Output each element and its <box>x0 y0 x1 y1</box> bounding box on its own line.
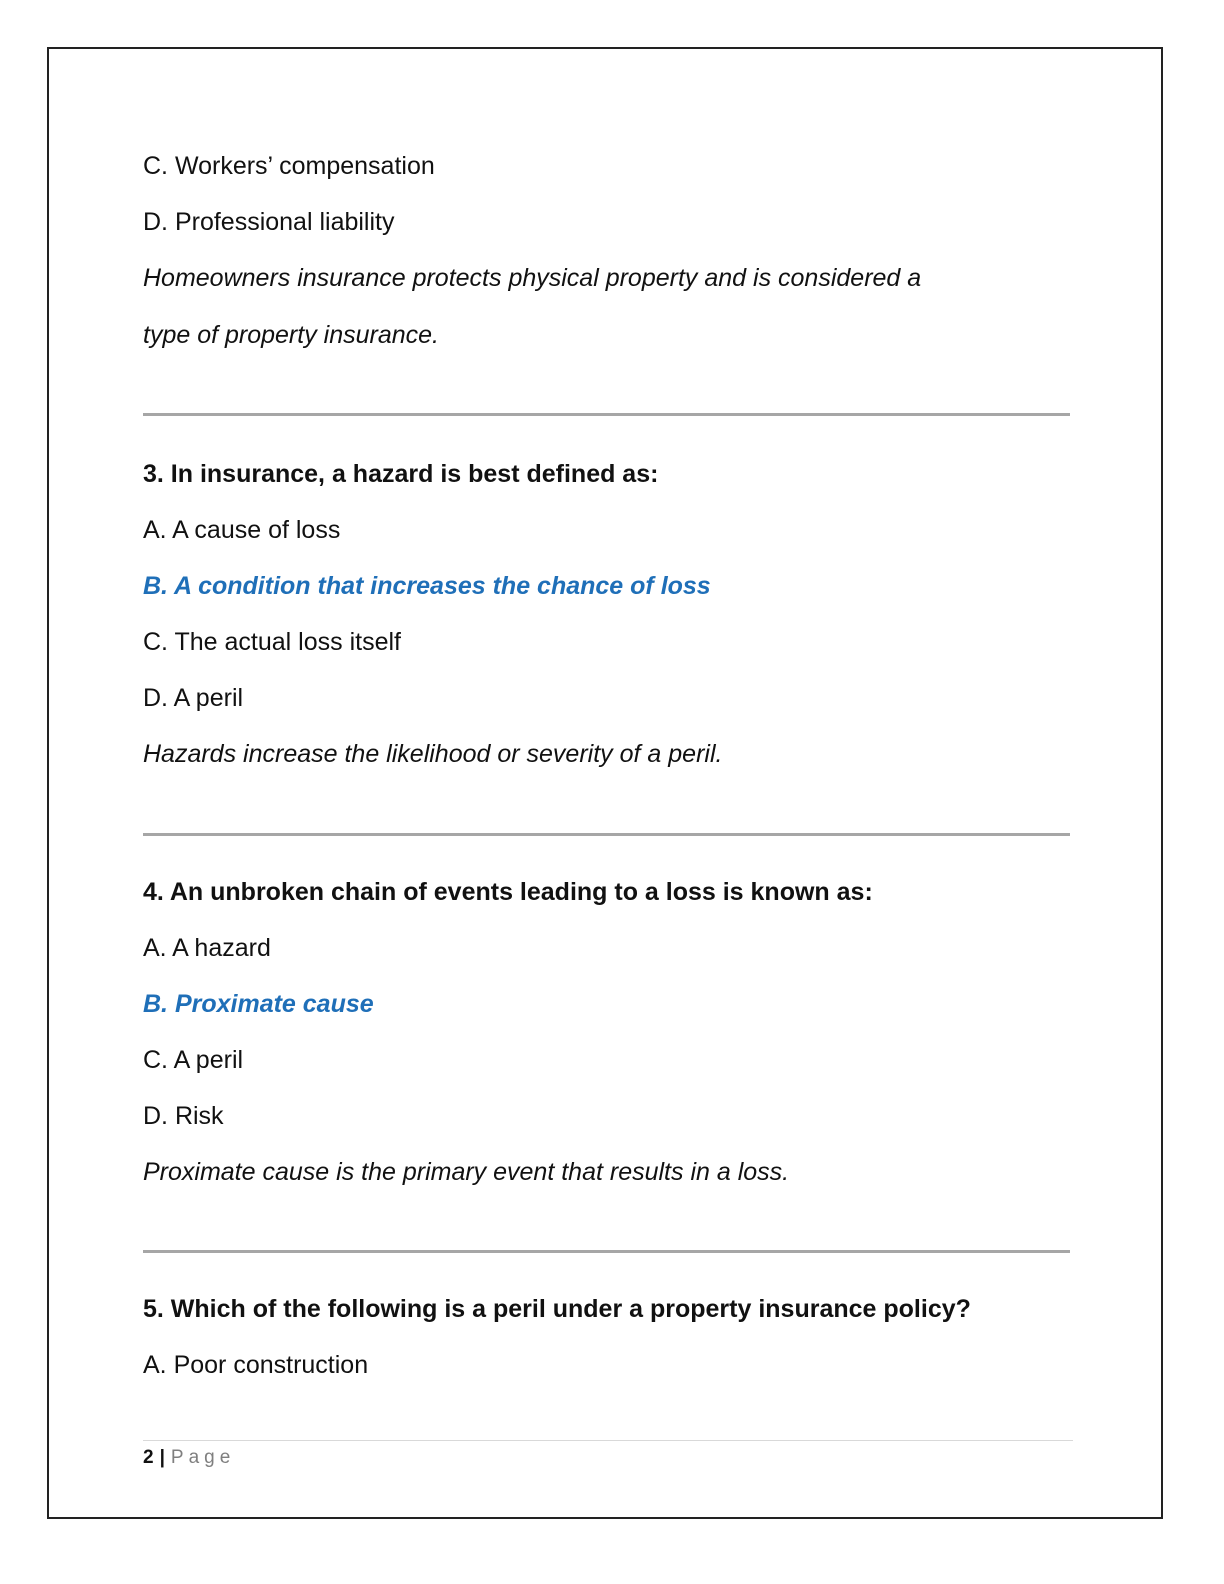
q4-option-c: C. A peril <box>143 1046 244 1074</box>
page-footer <box>143 1444 235 1472</box>
footer-rule <box>143 1440 1073 1441</box>
question-4 <box>143 864 1073 1201</box>
q4-option-b-correct-answer: B. Proximate cause <box>143 990 374 1018</box>
question-5 <box>143 1281 1073 1393</box>
page-label: Page <box>170 1447 236 1468</box>
q4-question: 4. An unbroken chain of events leading to a loss is known as: <box>143 878 873 906</box>
q4-option-d: D. Risk <box>143 1102 224 1130</box>
q4-explanation: Proximate cause is the primary event that results in a loss. <box>143 1158 790 1186</box>
q5-question: 5. Which of the following is a peril under a property insurance policy? <box>143 1295 971 1323</box>
document-body <box>143 138 1073 1393</box>
q2-explanation-line1: Homeowners insurance protects physical property and is considered a <box>143 264 922 292</box>
q3-option-c: C. The actual loss itself <box>143 628 401 656</box>
q3-option-d: D. A peril <box>143 684 244 712</box>
q2-explanation-line2: type of property insurance. <box>143 321 439 349</box>
q4-option-a: A. A hazard <box>143 934 271 962</box>
q2-option-d: D. Professional liability <box>143 208 395 236</box>
q2-option-c: C. Workers’ compensation <box>143 152 435 180</box>
q5-option-a: A. Poor construction <box>143 1351 369 1379</box>
page-number: 2 <box>143 1447 154 1468</box>
q3-option-a: A. A cause of loss <box>143 516 341 544</box>
question-3 <box>143 446 1073 783</box>
q3-question: 3. In insurance, a hazard is best defined as: <box>143 460 659 488</box>
question-2-tail <box>143 138 1073 364</box>
q3-explanation: Hazards increase the likelihood or severity of a peril. <box>143 740 723 768</box>
footer-separator: | <box>159 1447 165 1468</box>
q3-option-b-correct-answer: B. A condition that increases the chance of loss <box>143 572 711 600</box>
